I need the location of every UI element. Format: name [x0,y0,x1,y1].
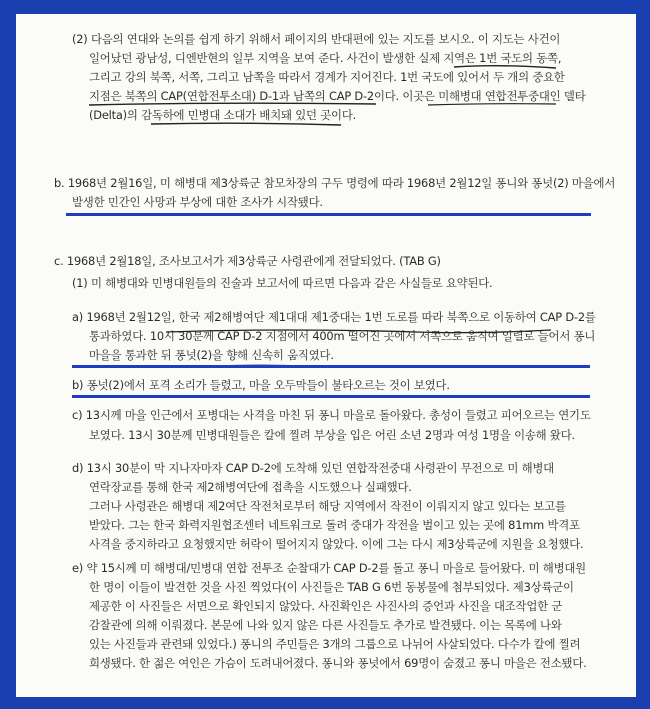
paragraph-2-line-4: 지점은 북쪽의 CAP(연합전투소대) D-1과 남쪽의 CAP D-2이다. 이곳은 미해병대 연합전투중대인 델타 [89,89,586,103]
item-a-line-3: 마을을 통과한 뒤 퐁넛(2)을 향해 신속히 움직였다. [89,348,334,362]
item-d-line-2: 연락장교를 통해 한국 제2해병여단에 접촉을 시도했으나 실패했다. [89,480,412,494]
item-a-line-2: 통과하였다. 10시 30분께 CAP D-2 지점에서 400m 떨어진 곳에서 서쪽으로 움직여 일렬로 늘어서 퐁니 [89,329,596,343]
item-b-line-1: b) 퐁넛(2)에서 포격 소리가 들렸고, 마을 오두막들이 불타오르는 것이 보였다. [72,378,450,392]
item-e-line-1: e) 약 15시께 미 해병대/민병대 연합 전투조 순찰대가 CAP D-2를 돌고 퐁니 마을로 들어왔다. 미 해병대원 [72,561,586,575]
item-1-heading: (1) 미 해병대와 민병대원들의 진술과 보고서에 따르면 다음과 같은 사실들로 요약된다. [72,276,493,290]
item-d-line-4: 받았다. 그는 한국 화력지원협조센터 네트워크로 돌려 중대가 작전을 벌이고 있는 곳에 81mm 박격포 [89,518,580,532]
item-e-line-6: 희생됐다. 한 젊은 여인은 가슴이 도려내어졌다. 퐁니와 퐁넛에서 69명이 숨졌고 퐁니 마을은 전소됐다. [89,656,587,670]
item-e-line-3: 제공한 이 사진들은 서면으로 확인되지 않았다. 사진확인은 사진사의 증언과 사진을 대조작업한 군 [89,599,563,613]
paragraph-2-line-1: (2) 다음의 연대와 논의를 쉽게 하기 위해서 페이지의 반대편에 있는 지도를 보시오. 이 지도는 사건이 [72,32,561,46]
blue-highlight-underline [66,213,591,216]
section-b-line-2: 발생한 민간인 사망과 부상에 대한 조사가 시작됐다. [72,195,323,209]
blue-highlight-underline [72,395,590,398]
item-e-line-5: 있는 사진들과 관련돼 있었다.) 퐁니의 주민들은 3개의 그룹으로 나뉘어 사살되었다. 다수가 칼에 찔려 [89,637,581,651]
paragraph-2-line-3: 그리고 강의 북쪽, 서쪽, 그리고 남쪽을 따라서 경계가 지어진다. 1번 국도에 있어서 두 개의 중요한 [89,70,565,84]
item-d-line-1: d) 13시 30분이 막 지나자마자 CAP D-2에 도착해 있던 연합작전중대 사령관이 무전으로 미 해병대 [72,461,554,475]
paragraph-2-line-5: (Delta)의 감독하에 민병대 소대가 배치돼 있던 곳이다. [89,108,357,122]
paragraph-2-line-2: 일어났던 광남성, 디엔반현의 일부 지역을 보여 준다. 사건이 발생한 실제 지역은 1번 국도의 동쪽, [89,51,562,65]
section-b-line-1: b. 1968년 2월16일, 미 해병대 제3상륙군 참모차장의 구두 명령에 따라 1968년 2월12일 퐁니와 퐁넛(2) 마을에서 [54,176,616,190]
item-e-line-4: 감찰관에 의해 이뤄졌다. 본문에 나와 있지 않은 다른 사진들도 추가로 발견됐다. 이는 목록에 나와 [89,618,562,632]
item-a-line-1: a) 1968년 2월12일, 한국 제2해병여단 제1대대 제1중대는 1번 도로를 따라 북쪽으로 이동하여 CAP D-2를 [72,310,596,324]
item-c-line-2: 보였다. 13시 30분께 민병대원들은 칼에 찔려 부상을 입은 어린 소년 2명과 여성 1명을 이송해 왔다. [89,428,575,442]
item-d-line-5: 사격을 중지하라고 요청했지만 허락이 떨어지지 않았다. 이에 그는 다시 제3상륙군에 지원을 요청했다. [89,537,584,551]
item-e-line-2: 한 명이 이들이 발견한 것을 사진 찍었다(이 사진들은 TAB G 6번 동봉물에 첨부되었다. 제3상륙군이 [89,580,574,594]
item-d-line-3: 그러나 사령관은 해병대 제2여단 작전처로부터 해당 지역에서 작전이 이뤄지지 않고 있다는 보고를 [89,499,566,513]
item-c-line-1: c) 13시께 마을 인근에서 포병대는 사격을 마친 뒤 퐁니 마을로 돌아왔다. 총성이 들렸고 피어오르는 연기도 [72,408,591,422]
section-c-line-1: c. 1968년 2월18일, 조사보고서가 제3상륙군 사령관에게 전달되었다. (TAB G) [54,254,441,268]
blue-highlight-underline [72,365,590,368]
document-page [16,14,636,697]
